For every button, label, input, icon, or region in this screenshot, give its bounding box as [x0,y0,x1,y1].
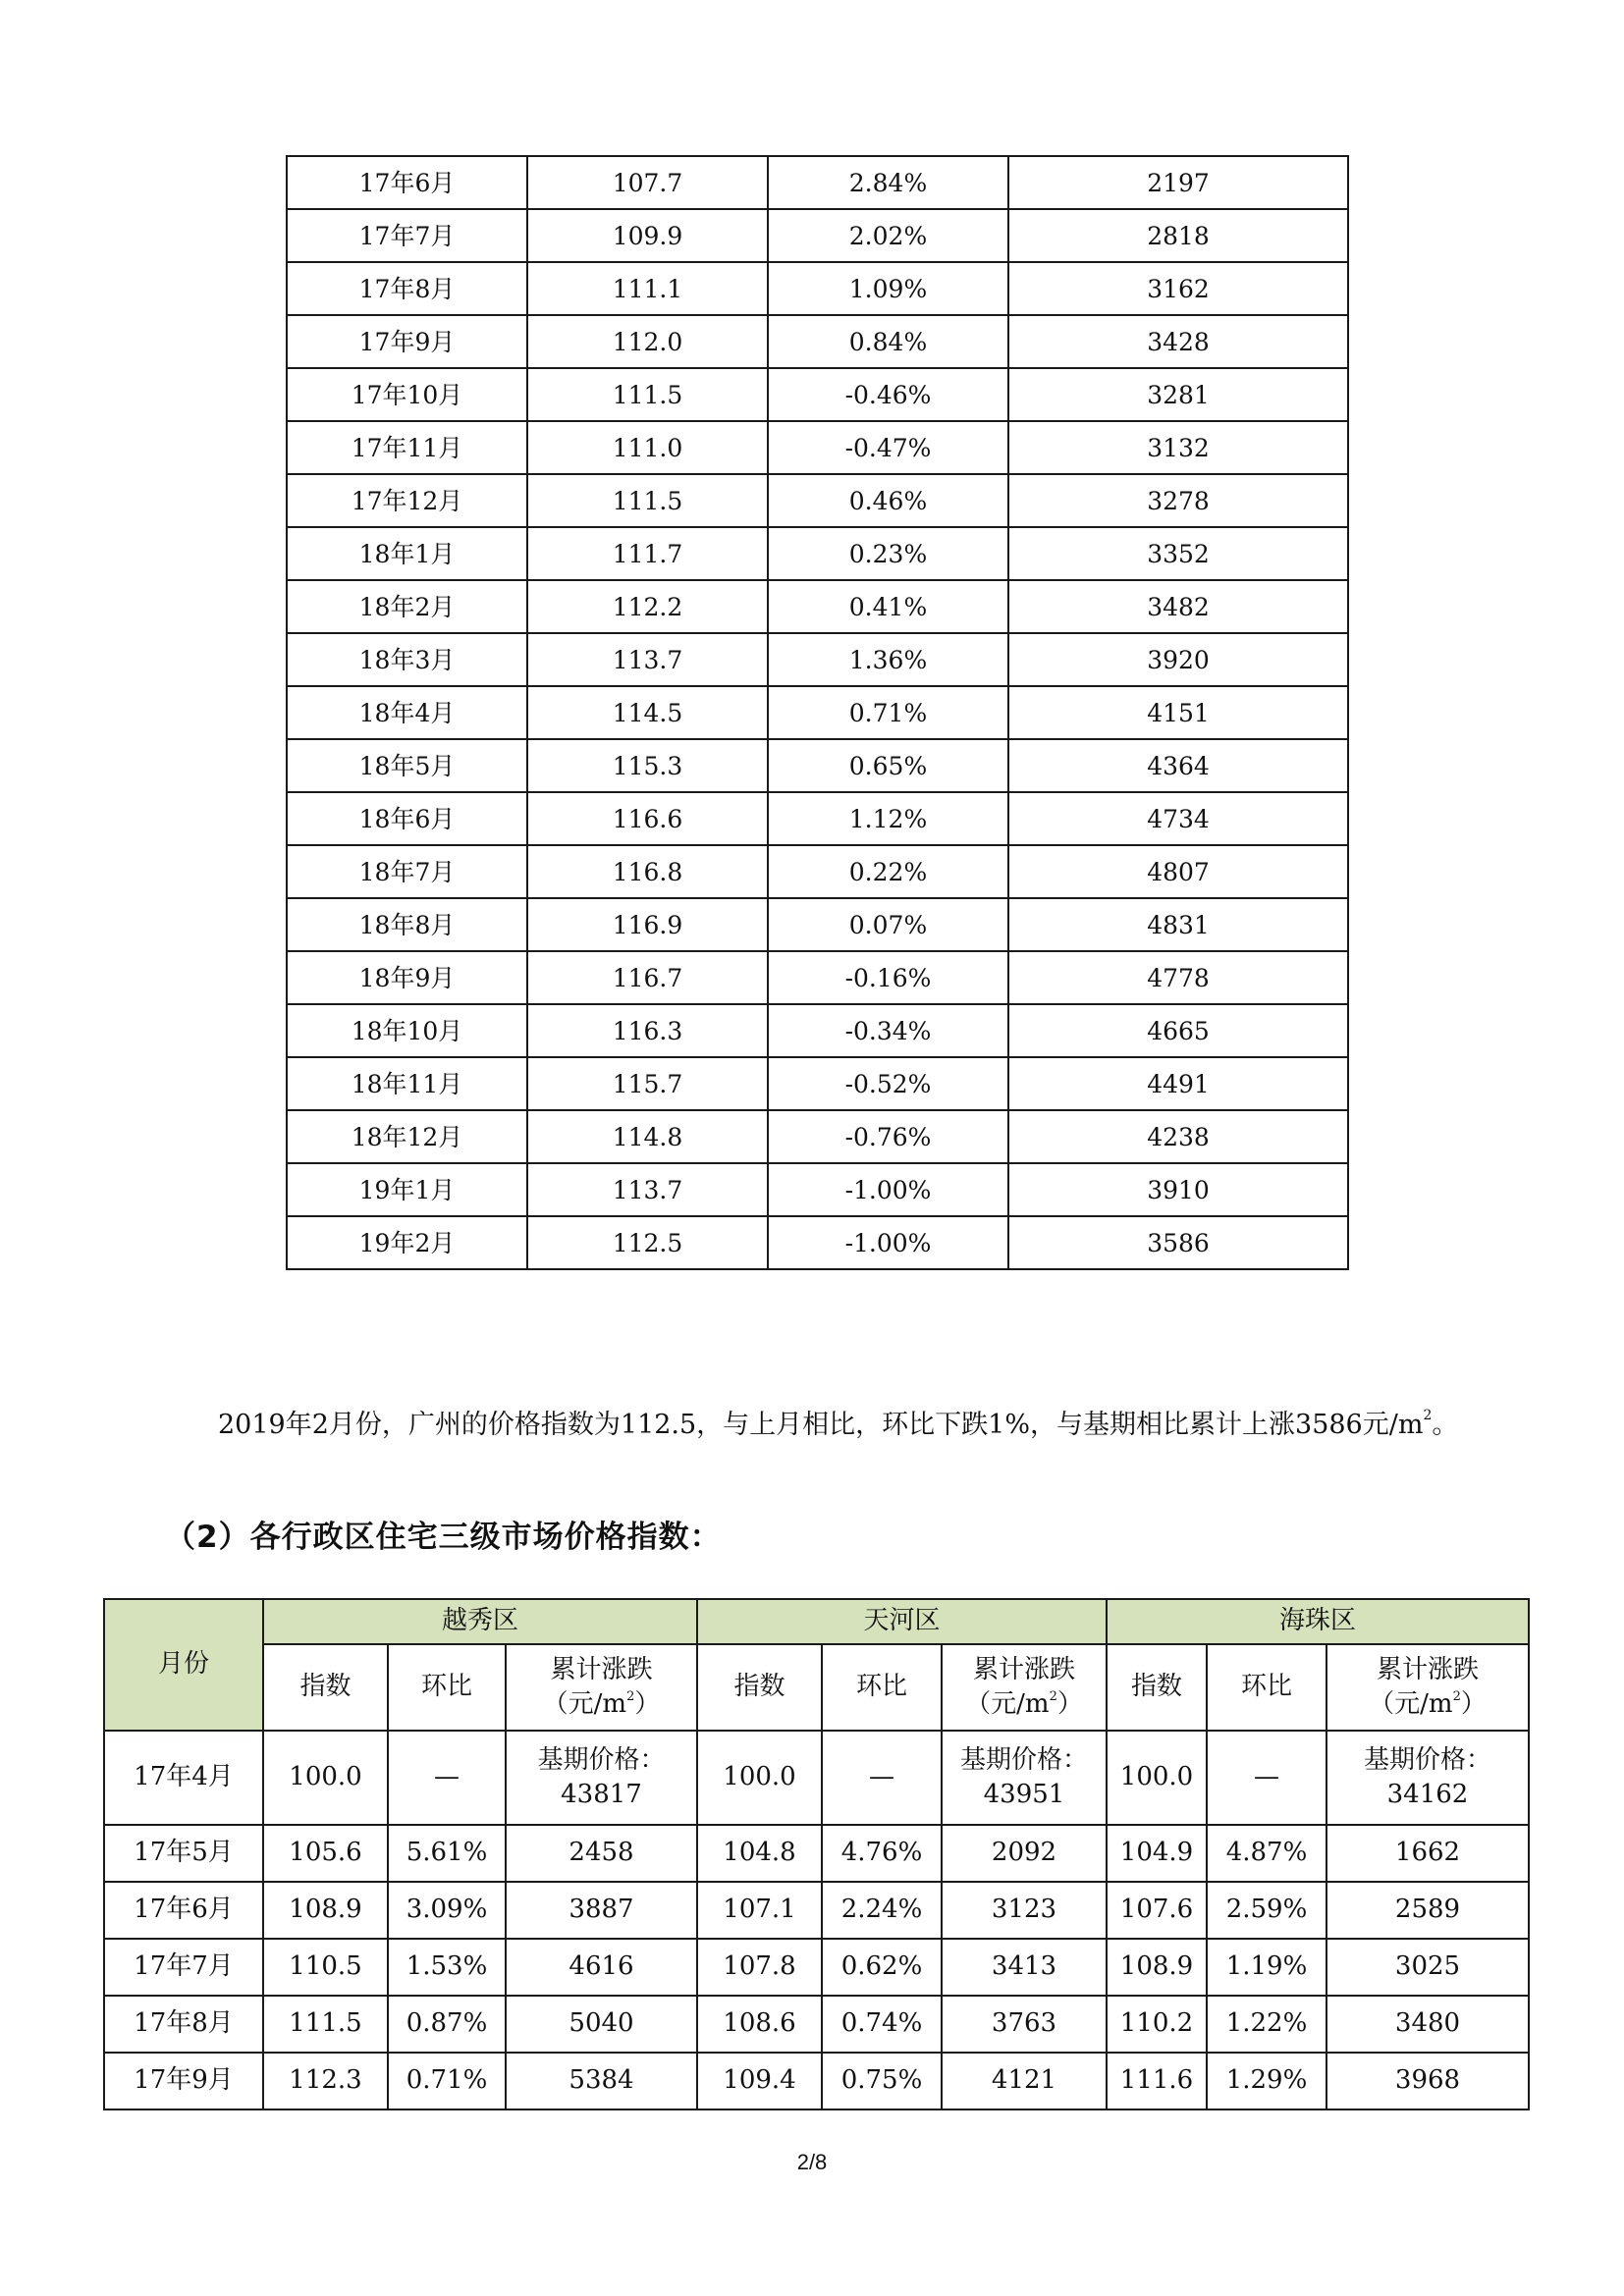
month-cell: 18年9月 [287,951,527,1004]
price-index-table [286,155,1349,1270]
month-cell: 17年7月 [104,1939,263,1996]
mom-cell: 0.41% [768,580,1008,633]
index-cell: 100.0 [697,1731,822,1825]
base-price-label: 基期价格： [1363,1744,1491,1775]
cumulative-cell: 3586 [1008,1216,1348,1269]
section-heading: （2）各行政区住宅三级市场价格指数： [165,1520,722,1555]
mom-cell: 2.59% [1207,1882,1326,1939]
table-row [104,1882,1529,1939]
cumulative-cell: 2818 [1008,209,1348,262]
mom-cell: 0.07% [768,898,1008,951]
table-row [287,633,1348,686]
cumulative-header [1326,1644,1529,1731]
index-cell: 114.5 [527,686,768,739]
district-header-yuexiu: 越秀区 [263,1599,697,1644]
month-cell: 17年12月 [287,474,527,527]
cumulative-cell: 4665 [1008,1004,1348,1057]
base-price-cell [506,1731,697,1825]
month-cell: 18年11月 [287,1057,527,1110]
cumulative-cell: 4807 [1008,845,1348,898]
cumulative-cell: 4831 [1008,898,1348,951]
base-price-value: 43951 [983,1780,1065,1809]
index-cell: 111.6 [1107,2053,1207,2109]
index-cell: 108.9 [263,1882,388,1939]
month-cell: 17年6月 [104,1882,263,1939]
month-cell: 18年12月 [287,1110,527,1163]
page-number: 2/8 [796,2150,828,2174]
district-price-index-table [103,1598,1530,2110]
index-cell: 111.7 [527,527,768,580]
table-row [287,1057,1348,1110]
cumulative-header-unit-suffix: ） [634,1689,661,1719]
mom-cell: -0.16% [768,951,1008,1004]
index-cell: 111.0 [527,421,768,474]
mom-cell: 0.46% [768,474,1008,527]
mom-header: 环比 [1207,1644,1326,1731]
cumulative-cell: 4734 [1008,792,1348,845]
month-cell: 17年6月 [287,156,527,209]
mom-cell: 0.75% [822,2053,942,2109]
month-cell: 18年5月 [287,739,527,792]
month-cell: 18年4月 [287,686,527,739]
index-cell: 108.6 [697,1996,822,2053]
unit-superscript: 2 [1423,1408,1433,1423]
mom-cell: -0.34% [768,1004,1008,1057]
mom-cell: -0.46% [768,368,1008,421]
cumulative-cell: 3910 [1008,1163,1348,1216]
cumulative-cell: 3025 [1326,1939,1529,1996]
cumulative-cell: 3162 [1008,262,1348,315]
cumulative-cell: 4616 [506,1939,697,1996]
cumulative-cell: 5040 [506,1996,697,2053]
table-row [287,739,1348,792]
summary-tail: 。 [1432,1410,1459,1440]
cumulative-header [942,1644,1107,1731]
index-cell: 100.0 [263,1731,388,1825]
month-cell: 17年9月 [287,315,527,368]
mom-cell: 0.23% [768,527,1008,580]
index-cell: 109.9 [527,209,768,262]
table-row [287,156,1348,209]
month-cell: 17年10月 [287,368,527,421]
index-cell: 112.3 [263,2053,388,2109]
mom-cell: — [822,1731,942,1825]
base-period-row [104,1731,1529,1825]
mom-cell: 1.19% [1207,1939,1326,1996]
cumulative-cell: 3278 [1008,474,1348,527]
index-cell: 109.4 [697,2053,822,2109]
cumulative-cell: 3428 [1008,315,1348,368]
cumulative-cell: 4121 [942,2053,1107,2109]
index-cell: 110.2 [1107,1996,1207,2053]
mom-cell: — [388,1731,506,1825]
cumulative-header-line1: 累计涨跌 [1376,1654,1479,1684]
district-header-row [104,1599,1529,1644]
index-cell: 111.1 [527,262,768,315]
index-cell: 116.6 [527,792,768,845]
table-row [287,368,1348,421]
cumulative-cell: 3968 [1326,2053,1529,2109]
sub-header-row [104,1644,1529,1731]
mom-cell: 1.09% [768,262,1008,315]
month-cell: 17年7月 [287,209,527,262]
mom-cell: 4.87% [1207,1825,1326,1882]
table-row [287,1163,1348,1216]
table-row [104,1825,1529,1882]
cumulative-cell: 1662 [1326,1825,1529,1882]
index-cell: 116.9 [527,898,768,951]
mom-cell: 0.22% [768,845,1008,898]
mom-header: 环比 [822,1644,942,1731]
mom-cell: — [1207,1731,1326,1825]
mom-cell: 1.36% [768,633,1008,686]
month-cell: 18年10月 [287,1004,527,1057]
index-cell: 107.6 [1107,1882,1207,1939]
cumulative-header-unit-suffix: ） [1056,1689,1083,1719]
cumulative-cell: 2197 [1008,156,1348,209]
table-row [287,1110,1348,1163]
month-cell: 18年8月 [287,898,527,951]
index-cell: 104.9 [1107,1825,1207,1882]
mom-cell: 3.09% [388,1882,506,1939]
table-row [287,792,1348,845]
cumulative-header [506,1644,697,1731]
index-cell: 115.7 [527,1057,768,1110]
mom-cell: 0.74% [822,1996,942,2053]
mom-cell: 2.02% [768,209,1008,262]
index-cell: 116.8 [527,845,768,898]
mom-cell: -1.00% [768,1216,1008,1269]
mom-cell: 1.22% [1207,1996,1326,2053]
table-row [287,315,1348,368]
cumulative-cell: 4491 [1008,1057,1348,1110]
index-cell: 112.2 [527,580,768,633]
cumulative-cell: 3482 [1008,580,1348,633]
index-cell: 116.3 [527,1004,768,1057]
cumulative-cell: 3887 [506,1882,697,1939]
month-header: 月份 [104,1599,263,1731]
table-row [287,421,1348,474]
month-cell: 18年7月 [287,845,527,898]
month-cell: 17年5月 [104,1825,263,1882]
district-header-haizhu: 海珠区 [1107,1599,1529,1644]
index-cell: 107.7 [527,156,768,209]
table-row [287,1216,1348,1269]
month-cell: 17年9月 [104,2053,263,2109]
table-row [287,262,1348,315]
base-price-label: 基期价格： [959,1744,1088,1775]
table-row [287,898,1348,951]
base-price-cell [942,1731,1107,1825]
cumulative-cell: 3413 [942,1939,1107,1996]
index-cell: 111.5 [527,368,768,421]
mom-cell: 0.71% [768,686,1008,739]
mom-cell: 4.76% [822,1825,942,1882]
cumulative-header-line1: 累计涨跌 [972,1654,1075,1684]
table-row [287,527,1348,580]
table-row [104,1996,1529,2053]
mom-cell: 0.62% [822,1939,942,1996]
month-cell: 18年2月 [287,580,527,633]
cumulative-header-unit-suffix: ） [1460,1689,1487,1719]
mom-cell: 0.71% [388,2053,506,2109]
cumulative-header-unit-sup: 2 [1452,1689,1461,1704]
index-header: 指数 [697,1644,822,1731]
month-cell: 17年4月 [104,1731,263,1825]
table-row [104,1939,1529,1996]
index-cell: 113.7 [527,1163,768,1216]
index-cell: 114.8 [527,1110,768,1163]
index-cell: 110.5 [263,1939,388,1996]
index-cell: 100.0 [1107,1731,1207,1825]
table-row [287,474,1348,527]
cumulative-header-line1: 累计涨跌 [550,1654,653,1684]
index-cell: 116.7 [527,951,768,1004]
base-price-value: 34162 [1386,1780,1469,1809]
mom-cell: 1.29% [1207,2053,1326,2109]
cumulative-header-unit-sup: 2 [1049,1689,1057,1704]
index-cell: 111.5 [263,1996,388,2053]
mom-cell: 2.84% [768,156,1008,209]
index-cell: 111.5 [527,474,768,527]
index-cell: 112.0 [527,315,768,368]
base-price-cell [1326,1731,1529,1825]
month-cell: 19年1月 [287,1163,527,1216]
cumulative-cell: 2458 [506,1825,697,1882]
index-cell: 107.8 [697,1939,822,1996]
index-cell: 104.8 [697,1825,822,1882]
index-cell: 112.5 [527,1216,768,1269]
cumulative-cell: 4238 [1008,1110,1348,1163]
cumulative-cell: 3480 [1326,1996,1529,2053]
index-header: 指数 [1107,1644,1207,1731]
cumulative-cell: 4151 [1008,686,1348,739]
table-row [287,580,1348,633]
table-row [287,1004,1348,1057]
cumulative-cell: 3920 [1008,633,1348,686]
index-cell: 105.6 [263,1825,388,1882]
month-cell: 19年2月 [287,1216,527,1269]
cumulative-cell: 3132 [1008,421,1348,474]
month-cell: 17年8月 [104,1996,263,2053]
mom-cell: -1.00% [768,1163,1008,1216]
index-header: 指数 [263,1644,388,1731]
index-cell: 115.3 [527,739,768,792]
month-cell: 18年3月 [287,633,527,686]
mom-cell: -0.76% [768,1110,1008,1163]
cumulative-header-unit-prefix: （元/m [542,1689,627,1719]
cumulative-cell: 3352 [1008,527,1348,580]
table-row [287,845,1348,898]
mom-cell: 2.24% [822,1882,942,1939]
mom-cell: 1.12% [768,792,1008,845]
mom-cell: -0.52% [768,1057,1008,1110]
cumulative-cell: 4364 [1008,739,1348,792]
cumulative-header-unit-prefix: （元/m [1369,1689,1453,1719]
cumulative-cell: 2589 [1326,1882,1529,1939]
cumulative-cell: 3281 [1008,368,1348,421]
month-cell: 18年6月 [287,792,527,845]
mom-cell: 1.53% [388,1939,506,1996]
mom-cell: 5.61% [388,1825,506,1882]
index-cell: 107.1 [697,1882,822,1939]
table-row [104,2053,1529,2109]
index-cell: 113.7 [527,633,768,686]
month-cell: 17年11月 [287,421,527,474]
cumulative-cell: 4778 [1008,951,1348,1004]
index-cell: 108.9 [1107,1939,1207,1996]
summary-text: 2019年2月份，广州的价格指数为112.5，与上月相比，环比下跌1%，与基期相比累计上涨3586元/m [218,1410,1424,1440]
mom-cell: 0.65% [768,739,1008,792]
cumulative-header-unit-prefix: （元/m [965,1689,1050,1719]
cumulative-cell: 5384 [506,2053,697,2109]
cumulative-header-unit-sup: 2 [626,1689,635,1704]
base-price-value: 43817 [561,1780,642,1809]
base-price-label: 基期价格： [537,1744,666,1775]
mom-cell: 0.87% [388,1996,506,2053]
cumulative-cell: 3763 [942,1996,1107,2053]
cumulative-cell: 3123 [942,1882,1107,1939]
mom-cell: -0.47% [768,421,1008,474]
month-cell: 18年1月 [287,527,527,580]
cumulative-cell: 2092 [942,1825,1107,1882]
mom-header: 环比 [388,1644,506,1731]
table-row [287,686,1348,739]
table-row [287,209,1348,262]
mom-cell: 0.84% [768,315,1008,368]
month-cell: 17年8月 [287,262,527,315]
table-row [287,951,1348,1004]
district-header-tianhe: 天河区 [697,1599,1107,1644]
summary-paragraph [157,1387,1483,1454]
